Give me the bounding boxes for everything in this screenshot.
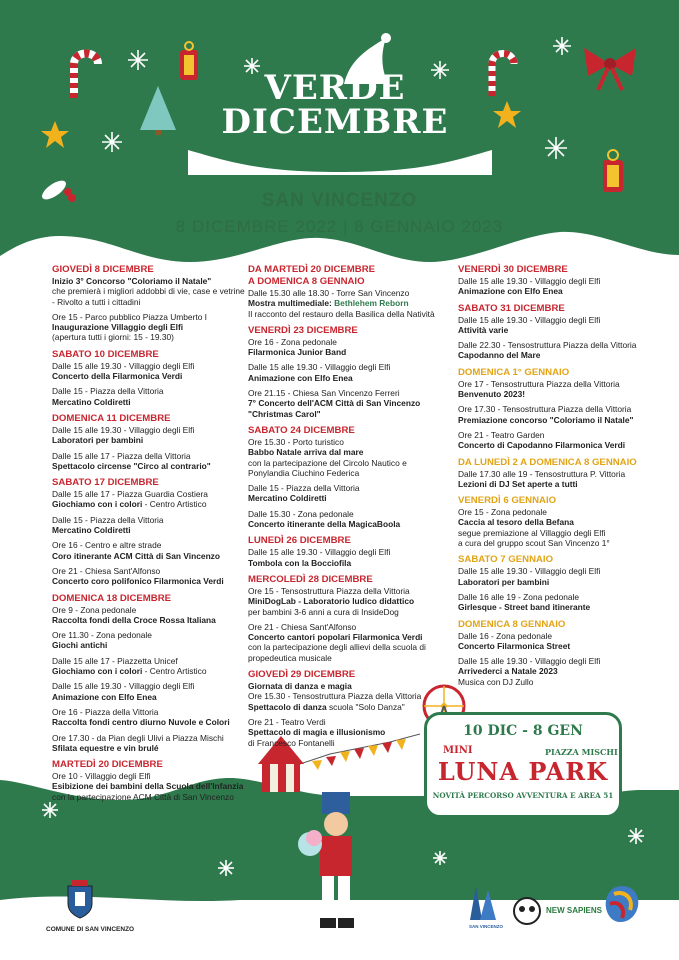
luna-park-box	[424, 712, 622, 818]
event-item	[52, 771, 248, 802]
day-heading: SABATO 10 DICEMBRE	[52, 348, 159, 360]
event-text: Dalle 15 - Piazza della Vittoria	[52, 514, 164, 525]
event-item	[248, 547, 444, 568]
event-text: Ore 17.30 - Tensostruttura Piazza della Vittoria	[458, 404, 632, 415]
day-heading: VENERDÌ 23 DICEMBRE	[248, 324, 358, 336]
day-heading: SABATO 31 DICEMBRE	[458, 302, 565, 314]
day-block	[52, 759, 248, 802]
event-text: di Francesco Fontanelli	[248, 737, 335, 748]
event-text: Mercatino Coldiretti	[52, 525, 131, 536]
day-block	[458, 495, 656, 548]
event-item	[248, 622, 444, 663]
event-item	[52, 451, 248, 472]
day-block	[458, 619, 656, 687]
program-column-3	[458, 264, 656, 693]
event-text: (apertura tutti i giorni: 15 - 19.30)	[52, 332, 174, 343]
event-text: Capodanno del Mare	[458, 350, 541, 361]
event-text: Concerto cantori popolari Filarmonica Verdi	[248, 632, 423, 643]
event-item	[248, 388, 444, 419]
day-heading: MARTEDÌ 20 DICEMBRE	[52, 759, 163, 771]
event-text: Dalle 16 - Zona pedonale	[458, 630, 553, 641]
event-text: a cura del gruppo scout San Vincenzo 1°	[458, 538, 610, 549]
event-item	[248, 509, 444, 530]
event-item	[52, 707, 248, 728]
event-text: Raccolta fondi della Croce Rossa Italiana	[52, 614, 216, 625]
event-text: Sfilata equestre e vin brulé	[52, 742, 159, 753]
event-text: Ore 11.30 - Zona pedonale	[52, 630, 152, 641]
day-heading: LUNEDÌ 26 DICEMBRE	[248, 535, 351, 547]
event-text: Ore 21 - Chiesa Sant'Alfonso	[248, 621, 357, 632]
event-text: Dalle 15.30 alle 18.30 - Torre San Vincenzo	[248, 288, 410, 298]
day-block	[52, 593, 248, 754]
event-text: per bambini 3-6 anni a cura di InsideDog	[248, 606, 399, 617]
event-text: Ore 17 - Tensostruttura Piazza della Vittoria	[458, 378, 620, 389]
title-line-1: VERDE	[264, 68, 406, 108]
event-item	[52, 276, 248, 307]
event-text: Attività varie	[458, 324, 509, 335]
event-text: Ore 17.30 - da Pian degli Ulivi a Piazza Mischi	[52, 732, 224, 743]
event-text: Girlesque - Street band itinerante	[458, 602, 591, 613]
event-text: Dalle 15 alle 19.30 - Villaggio degli Elfi	[52, 681, 195, 692]
day-block	[458, 367, 656, 451]
event-item	[52, 361, 248, 382]
event-text: scuola "Solo Danza"	[326, 701, 405, 712]
event-item	[52, 605, 248, 626]
day-heading: MERCOLEDÌ 28 DICEMBRE	[248, 573, 373, 585]
event-text: 7° Concerto dell'ACM Città di San Vincenzo "Christmas Carol"	[248, 398, 421, 419]
event-item	[52, 681, 248, 702]
day-block	[52, 413, 248, 471]
event-item	[248, 337, 444, 358]
event-text: Ore 16 - Piazza della Vittoria	[52, 706, 159, 717]
town-name: SAN VINCENZO	[261, 190, 418, 211]
day-heading: VENERDÌ 30 DICEMBRE	[458, 264, 568, 275]
event-text: Giochi antichi	[52, 640, 108, 651]
luna-park-location: PIAZZA MISCHI	[545, 747, 618, 757]
event-text: Dalle 15 alle 19.30 - Villaggio degli Elfi	[248, 547, 391, 558]
event-text: Ore 21.15 - Chiesa San Vincenzo Ferreri	[248, 388, 400, 399]
luna-park-novita: NOVITÀ PERCORSO AVVENTURA E AREA 51	[432, 791, 614, 800]
event-item	[458, 430, 656, 451]
day-block	[52, 264, 248, 343]
event-text: Dalle 15 alle 19.30 - Villaggio degli Elfi	[52, 424, 195, 435]
event-text: Inizio 3° Concorso "Coloriamo il Natale"	[52, 276, 212, 286]
title-line-2: DICEMBRE	[221, 102, 449, 142]
day-block	[52, 477, 248, 586]
event-text: con la partecipazione ACM Città di San Vincenzo	[52, 791, 234, 802]
event-item	[248, 288, 444, 319]
day-heading: DOMENICA 18 DICEMBRE	[52, 592, 172, 604]
event-text: Giochiamo con i colori	[52, 666, 143, 677]
program-column-1	[52, 264, 248, 808]
event-text: Ore 15.30 - Tensostruttura Piazza della Vittoria	[248, 691, 422, 702]
day-heading: SABATO 17 DICEMBRE	[52, 477, 159, 489]
event-dates: 8 DICEMBRE 2022 | 8 GENNAIO 2023	[175, 217, 504, 236]
event-item	[458, 656, 656, 687]
event-item	[52, 566, 248, 587]
coat-of-arms-icon	[66, 880, 94, 920]
event-item	[248, 483, 444, 504]
event-text: Ore 15 - Zona pedonale	[458, 507, 547, 518]
event-item	[52, 515, 248, 536]
event-text: Dalle 15 - Piazza della Vittoria	[248, 483, 360, 494]
day-block	[52, 349, 248, 407]
event-text: Ore 15.30 - Porto turistico	[248, 436, 344, 447]
event-text: Inaugurazione Villaggio degli Elfi	[52, 322, 184, 333]
event-text: Dalle 15 alle 19.30 - Villaggio degli Elfi	[458, 656, 601, 667]
event-text: Mercatino Coldiretti	[52, 396, 131, 407]
event-text: Arrivederci a Natale 2023	[458, 666, 558, 677]
event-text: Ore 9 - Zona pedonale	[52, 604, 137, 615]
event-text: Musica con DJ Zullo	[458, 676, 534, 687]
event-text: Coro itinerante ACM Città di San Vincenzo	[52, 550, 220, 561]
event-text: Raccolta fondi centro diurno Nuvole e Colori	[52, 717, 230, 728]
event-text: Filarmonica Junior Band	[248, 347, 347, 358]
event-text: con la partecipazione degli allievi della scuola di propedeutica musicale	[248, 642, 426, 663]
day-block	[248, 535, 444, 568]
event-text: Spettacolo circense "Circo al contrario"	[52, 460, 211, 471]
event-text: che premierà i migliori addobbi di vie, case e vetrine - Rivolto a tutti i cittadini	[52, 286, 245, 307]
event-item	[248, 362, 444, 383]
day-heading: GIOVEDÌ 8 DICEMBRE	[52, 264, 154, 275]
new-sapiens-label: NEW SAPIENS	[546, 906, 603, 915]
event-text: Ore 21 - Teatro Verdi	[248, 716, 326, 727]
event-item	[458, 507, 656, 548]
event-text: Il racconto del restauro della Basilica della Natività	[248, 308, 435, 319]
event-text: Dalle 15 alle 19.30 - Villaggio degli Elfi	[458, 276, 601, 286]
ovs-label: SAN VINCENZO	[469, 924, 504, 929]
event-text: Dalle 15 alle 19.30 - Villaggio degli Elfi	[458, 566, 601, 577]
event-text: Ore 16 - Zona pedonale	[248, 336, 337, 347]
event-item	[458, 340, 656, 361]
event-text: Concerto della Filarmonica Verdi	[52, 371, 183, 382]
event-item	[248, 437, 444, 478]
event-item	[248, 717, 444, 748]
event-text: Premiazione concorso "Coloriamo il Natale"	[458, 414, 634, 425]
event-item	[52, 733, 248, 754]
event-text: con la partecipazione del Circolo Nautico e Ponylandia Ciuchino Federica	[248, 457, 407, 478]
event-text: Concerto Filarmonica Street	[458, 640, 571, 651]
event-text: Tombola con la Bocciofila	[248, 557, 352, 568]
event-text: Ore 16 - Centro e altre strade	[52, 540, 162, 551]
luna-park-dates: 10 DIC - 8 GEN	[463, 723, 583, 739]
event-text: Mercatino Coldiretti	[248, 493, 327, 504]
event-text: Mostra multimediale:	[248, 298, 332, 309]
event-text: Dalle 15 alle 19.30 - Villaggio degli Elfi	[458, 314, 601, 325]
event-text: Concerto di Capodanno Filarmonica Verdi	[458, 440, 626, 451]
event-text: Dalle 22.30 - Tensostruttura Piazza della Vittoria	[458, 340, 637, 351]
event-text: Ore 21 - Chiesa Sant'Alfonso	[52, 565, 161, 576]
event-text: Dalle 17.30 alle 19 - Tensostruttura P. Vittoria	[458, 468, 626, 479]
colorful-logo-icon	[600, 882, 644, 930]
event-text: Ore 15 - Parco pubblico Piazza Umberto I	[52, 311, 208, 322]
event-text: Esibizione dei bambini della Scuola dell'Infanzia	[52, 781, 244, 792]
event-item	[52, 386, 248, 407]
luna-park-mini: MINI	[443, 745, 473, 756]
event-item	[52, 489, 248, 510]
event-text: Benvenuto 2023!	[458, 389, 526, 400]
event-text: Ore 21 - Teatro Garden	[458, 429, 545, 440]
day-block	[248, 325, 444, 419]
event-text: Dalle 15 alle 17 - Piazza della Vittoria	[52, 450, 191, 461]
event-text: Concerto coro polifonico Filarmonica Verdi	[52, 576, 224, 587]
ovs-logo-icon	[466, 882, 502, 922]
event-text: Dalle 15 alle 17 - Piazzetta Unicef	[52, 655, 178, 666]
event-item	[52, 540, 248, 561]
new-sapiens-logo-icon	[512, 896, 542, 926]
event-item	[458, 631, 656, 652]
day-block	[458, 554, 656, 612]
event-text: Bethlehem Reborn	[331, 298, 409, 309]
event-text: - Centro Artistico	[142, 666, 207, 677]
event-text: Ore 15 - Tensostruttura Piazza della Vittoria	[248, 585, 410, 596]
event-text: Animazione con Elfo Enea	[248, 372, 353, 383]
event-item	[458, 315, 656, 336]
event-text: Babbo Natale arriva dal mare	[248, 447, 364, 458]
day-block	[248, 669, 444, 748]
event-text: Dalle 15 alle 17 - Piazza Guardia Costiera	[52, 489, 208, 500]
program-column-2	[248, 264, 444, 754]
event-text: Giornata di danza e magia	[248, 681, 352, 692]
day-heading: DA LUNEDÌ 2 A DOMENICA 8 GENNAIO	[458, 456, 637, 468]
event-item	[458, 379, 656, 400]
day-block	[458, 303, 656, 361]
day-heading: DOMENICA 8 GENNAIO	[458, 618, 566, 630]
event-text: Caccia al tesoro della Befana	[458, 517, 574, 528]
event-text: Ore 10 - Villaggio degli Elfi	[52, 771, 151, 782]
event-item	[458, 592, 656, 613]
day-block	[458, 264, 656, 297]
event-item	[52, 425, 248, 446]
day-block	[248, 264, 444, 319]
day-heading: DA MARTEDÌ 20 DICEMBRE A DOMENICA 8 GENNAIO	[248, 264, 376, 287]
event-text: Animazione con Elfo Enea	[52, 691, 157, 702]
day-block	[248, 425, 444, 529]
event-text: Lezioni di DJ Set aperte a tutti	[458, 478, 578, 489]
event-item	[52, 656, 248, 677]
event-item	[458, 404, 656, 425]
day-heading: VENERDÌ 6 GENNAIO	[458, 495, 557, 507]
event-item	[248, 586, 444, 617]
event-text: Animazione con Elfo Enea	[458, 286, 563, 297]
event-text: MiniDogLab - Laboratorio ludico didattico	[248, 596, 415, 607]
event-text: Dalle 15.30 - Zona pedonale	[248, 508, 354, 519]
comune-label: COMUNE DI SAN VINCENZO	[46, 926, 135, 933]
event-item	[248, 681, 444, 712]
event-item	[52, 630, 248, 651]
day-heading: DOMENICA 11 DICEMBRE	[52, 412, 171, 424]
event-item	[458, 276, 656, 297]
day-block	[458, 457, 656, 490]
event-text: Concerto itinerante della MagicaBoola	[248, 519, 401, 530]
event-text: Dalle 15 - Piazza della Vittoria	[52, 386, 164, 397]
event-text: Spettacolo di danza	[248, 701, 327, 712]
day-heading: SABATO 7 GENNAIO	[458, 554, 554, 566]
event-item	[458, 469, 656, 490]
day-heading: DOMENICA 1° GENNAIO	[458, 366, 570, 378]
event-item	[458, 566, 656, 587]
day-block	[248, 574, 444, 663]
event-text: Laboratori per bambini	[458, 576, 550, 587]
event-text: Laboratori per bambini	[52, 435, 144, 446]
day-heading: SABATO 24 DICEMBRE	[248, 424, 355, 436]
nutcracker-icon	[296, 790, 376, 940]
event-text: Dalle 16 alle 19 - Zona pedonale	[458, 591, 580, 602]
event-text: segue premiazione al Villaggio degli Elfi	[458, 527, 606, 538]
event-item	[52, 312, 248, 343]
luna-park-title: LUNA PARK	[437, 757, 609, 786]
event-text: Dalle 15 alle 19.30 - Villaggio degli Elfi	[248, 362, 391, 373]
event-text: Spettacolo di magia e illusionismo	[248, 727, 386, 738]
event-text: Giochiamo con i colori	[52, 499, 143, 510]
event-text: Dalle 15 alle 19.30 - Villaggio degli Elfi	[52, 360, 195, 371]
day-heading: GIOVEDÌ 29 DICEMBRE	[248, 669, 356, 681]
event-text: - Centro Artistico	[142, 499, 207, 510]
